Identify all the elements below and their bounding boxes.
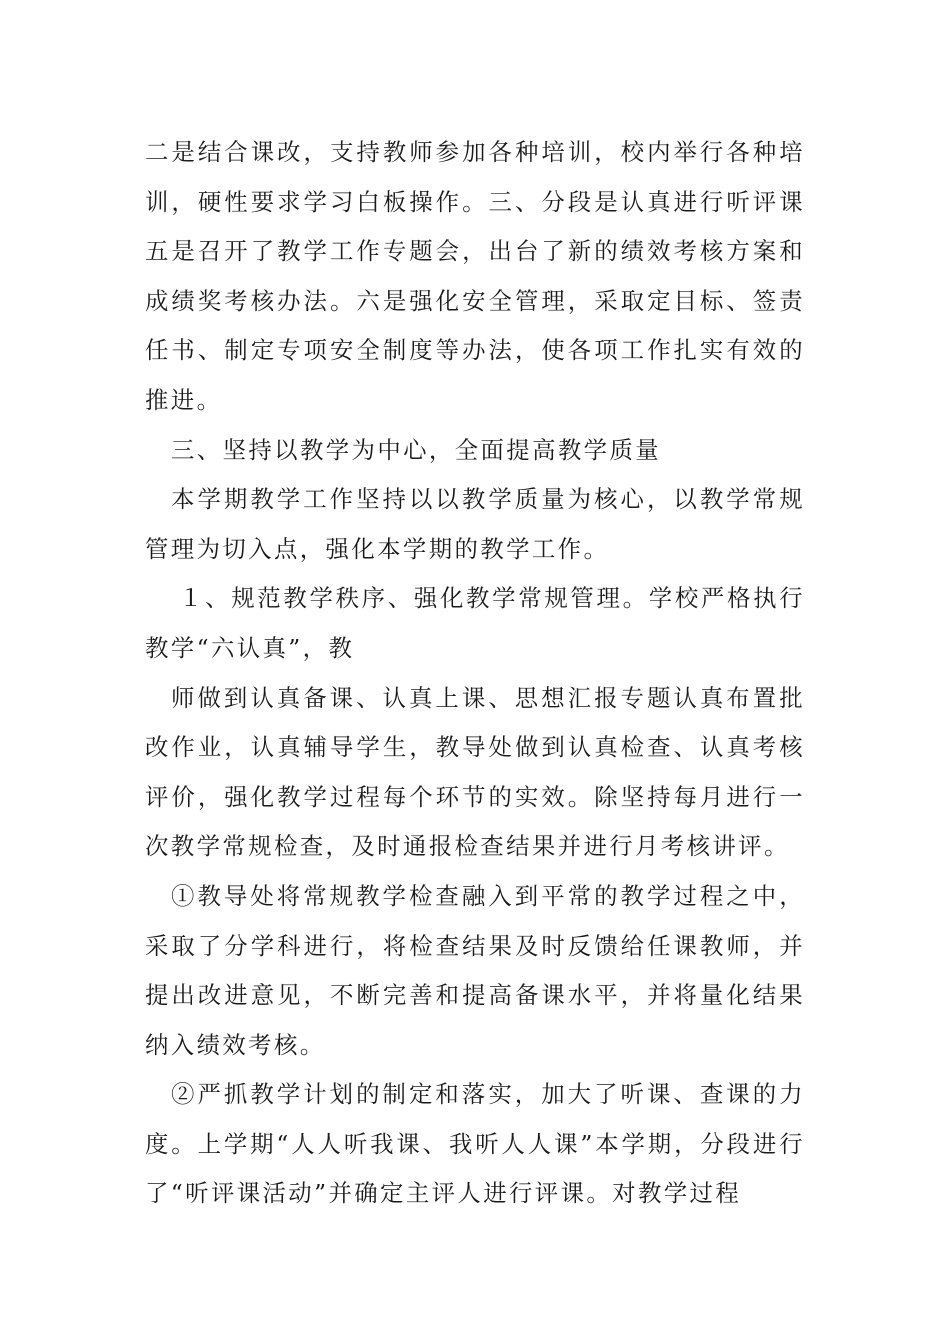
paragraph-item-1: １、规范教学秩序、强化教学常规管理。学校严格执行教学“六认真”，教 xyxy=(145,584,805,662)
paragraph-teaching-focus: 本学期教学工作坚持以以教学质量为核心，以教学常规管理为切入点，强化本学期的教学工作。 xyxy=(145,485,805,563)
paragraph-training: 二是结合课改，支持教师参加各种培训，校内举行各种培训，硬性要求学习白板操作。三、分段是认真进行听评课五是召开了教学工作专题会，出台了新的绩效考核方案和成绩奖考核办法。六是强化安全管理，采取定目标、签责任书、制定专项安全制度等办法，使各项工作扎实有效的推进。 xyxy=(145,138,805,414)
paragraph-teacher-duties: 师做到认真备课、认真上课、思想汇报专题认真布置批改作业，认真辅导学生，教导处做到认真检查、认真考核评价，强化教学过程每个环节的实效。除坚持每月进行一次教学常规检查，及时通报检查结果并进行月考核讲评。 xyxy=(145,683,805,861)
paragraph-circled-1: ①教导处将常规教学检查融入到平常的教学过程之中，采取了分学科进行，将检查结果及时反馈给任课教师，并提出改进意见，不断完善和提高备课水平，并将量化结果纳入绩效考核。 xyxy=(145,881,805,1059)
document-page xyxy=(145,128,805,1219)
paragraph-circled-2: ②严抓教学计划的制定和落实，加大了听课、查课的力度。上学期“人人听我课、我听人人课”本学期，分段进行了“听评课活动”并确定主评人进行评课。对教学过程 xyxy=(145,1080,805,1208)
section-heading-teaching-quality: 三、坚持以教学为中心，全面提高教学质量 xyxy=(171,435,662,464)
